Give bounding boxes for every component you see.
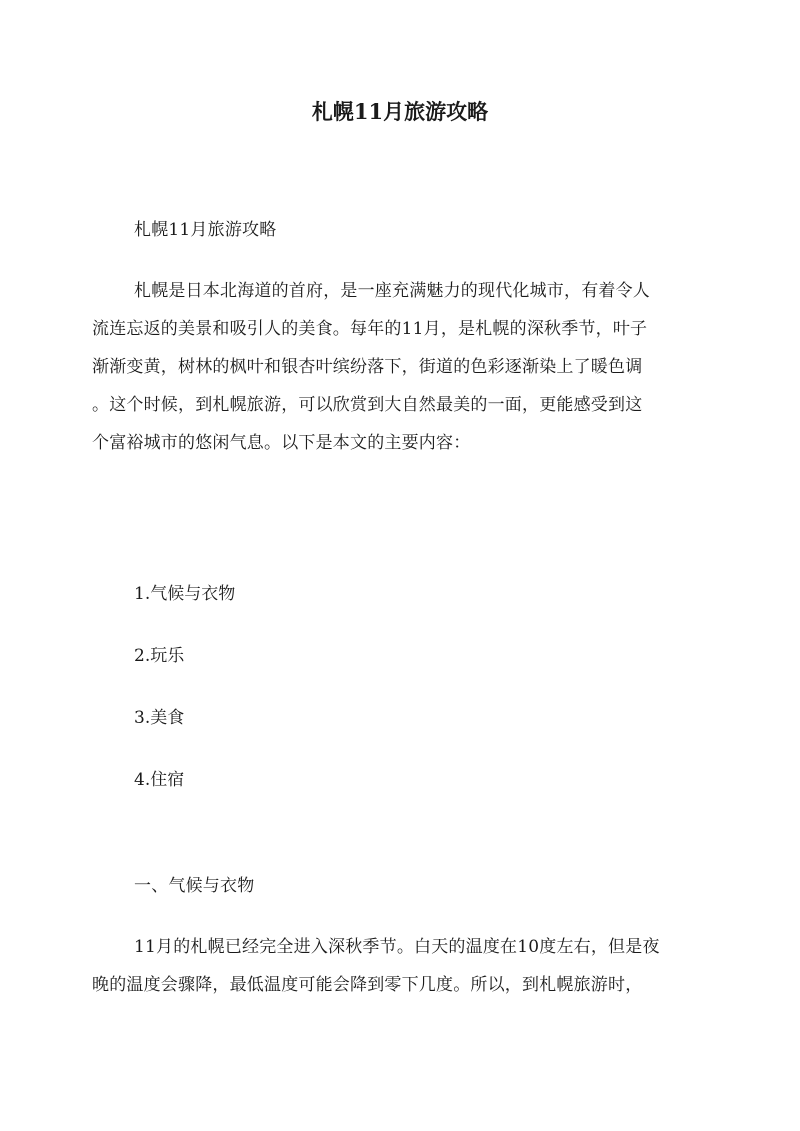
document-subtitle: 札幌11月旅游攻略 [134, 220, 277, 240]
outline-item-lodging: 4.住宿 [134, 770, 185, 790]
intro-line: 。这个时候，到札幌旅游，可以欣赏到大自然最美的一面，更能感受到这 [92, 395, 643, 415]
paragraph-line: 11月的札幌已经完全进入深秋季节。白天的温度在10度左右，但是夜 [134, 937, 660, 957]
document-title: 札幌11月旅游攻略 [311, 99, 489, 124]
intro-paragraph [92, 272, 712, 462]
outline-item-food: 3.美食 [134, 708, 185, 728]
section-heading-climate: 一、气候与衣物 [134, 876, 255, 896]
outline-item-climate: 1.气候与衣物 [134, 584, 236, 604]
paragraph-line: 晚的温度会骤降，最低温度可能会降到零下几度。所以，到札幌旅游时， [92, 975, 643, 995]
outline-item-activities: 2.玩乐 [134, 646, 185, 666]
intro-line: 个富裕城市的悠闲气息。以下是本文的主要内容： [92, 433, 471, 453]
section-climate-paragraph [92, 928, 712, 1004]
intro-line: 渐渐变黄，树林的枫叶和银杏叶缤纷落下，街道的色彩逐渐染上了暖色调 [92, 357, 643, 377]
intro-line: 流连忘返的美景和吸引人的美食。每年的11月，是札幌的深秋季节，叶子 [92, 319, 648, 339]
outline-list [134, 575, 235, 823]
intro-line: 札幌是日本北海道的首府，是一座充满魅力的现代化城市，有着令人 [134, 281, 650, 301]
